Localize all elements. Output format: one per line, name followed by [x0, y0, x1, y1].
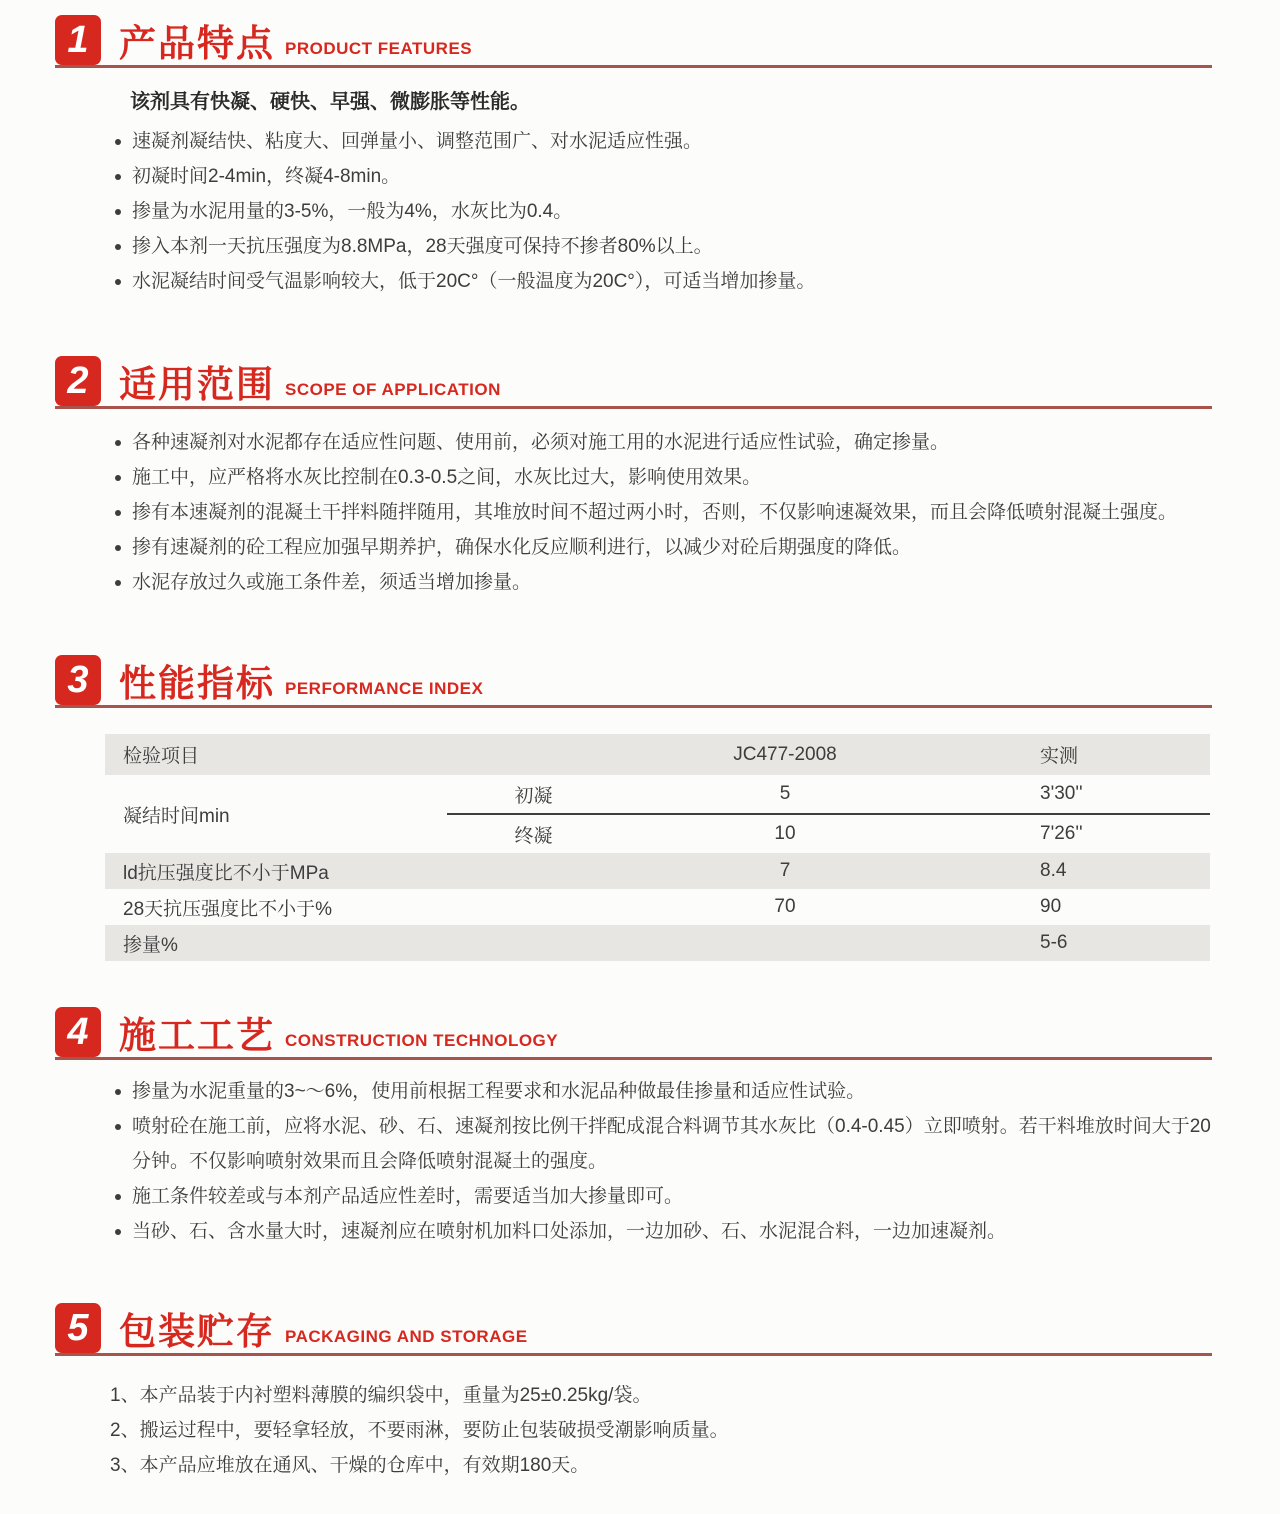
- bullet-item: 施工中，应严格将水灰比控制在0.3-0.5之间，水灰比过大，影响使用效果。: [112, 460, 1222, 495]
- section-number: 2: [67, 359, 89, 402]
- bullet-item: 掺有速凝剂的砼工程应加强早期养护，确保水化反应顺利进行，以减少对砼后期强度的降低。: [112, 530, 1222, 565]
- section-3-header: [55, 655, 1212, 708]
- table-cell-initial-set-standard: 5: [779, 783, 791, 804]
- table-cell-1d-standard: 7: [779, 860, 791, 881]
- bullet-item: 掺入本剂一天抗压强度为8.8MPa，28天强度可保持不掺者80%以上。: [112, 229, 1222, 264]
- table-header-row: [105, 734, 1210, 775]
- section-3-subtitle-en: PERFORMANCE INDEX: [285, 679, 484, 698]
- table-cell-dosage-standard: [620, 925, 950, 961]
- table-row-dosage: [105, 925, 1210, 961]
- table-row-28d-strength: [105, 889, 1210, 925]
- bullet-item: 掺有本速凝剂的混凝土干拌料随拌随用，其堆放时间不超过两小时，否则，不仅影响速凝效果，而且会降低喷射混凝土强度。: [112, 495, 1222, 530]
- section-2-title: 适用范围: [119, 364, 275, 405]
- bullet-item: 施工条件较差或与本剂产品适应性差时，需要适当加大掺量即可。: [112, 1179, 1222, 1214]
- bullet-item: 水泥凝结时间受气温影响较大，低于20C°（一般温度为20C°），可适当增加掺量。: [112, 264, 1222, 299]
- bullet-item: 各种速凝剂对水泥都存在适应性问题、使用前，必须对施工用的水泥进行适应性试验，确定掺量。: [112, 425, 1222, 460]
- table-cell-final-set-label: 终凝: [447, 814, 620, 853]
- bullet-item: 掺量为水泥用量的3-5%，一般为4%，水灰比为0.4。: [112, 194, 1222, 229]
- section-2-bullet-list: [112, 425, 1222, 600]
- section-4-bullet-list: [112, 1074, 1222, 1249]
- section-number: 4: [67, 1010, 89, 1053]
- section-4-subtitle-en: CONSTRUCTION TECHNOLOGY: [285, 1031, 559, 1050]
- table-cell-28d-measured: 90: [1040, 896, 1062, 917]
- table-cell-1d-label: ld抗压强度比不小于MPa: [123, 862, 329, 884]
- section-1-number-badge: [55, 15, 101, 65]
- section-2-number-badge: [55, 356, 101, 406]
- table-header-spacer: [447, 734, 620, 775]
- table-cell-initial-set-label: 初凝: [514, 785, 553, 807]
- table-cell-dosage-label: 掺量%: [123, 934, 178, 956]
- table-cell-final-set-standard: 10: [620, 814, 950, 853]
- numbered-item: 1、本产品装于内衬塑料薄膜的编织袋中，重量为25±0.25kg/袋。: [110, 1385, 652, 1406]
- section-5-subtitle-en: PACKAGING AND STORAGE: [285, 1327, 528, 1346]
- section-1-header: [55, 15, 1212, 68]
- numbered-item: 2、搬运过程中，要轻拿轻放，不要雨淋，要防止包装破损受潮影响质量。: [110, 1420, 729, 1441]
- section-2-subtitle-en: SCOPE OF APPLICATION: [285, 380, 501, 399]
- performance-index-table: [105, 734, 1210, 961]
- section-1-bullet-list: [112, 124, 1222, 299]
- table-cell-28d-label: 28天抗压强度比不小于%: [123, 898, 333, 920]
- section-3-title: 性能指标: [119, 663, 275, 704]
- table-header-measured: 实测: [1040, 746, 1079, 767]
- numbered-item: 3、本产品应堆放在通风、干燥的仓库中，有效期180天。: [110, 1455, 590, 1476]
- bullet-item: 掺量为水泥重量的3~～6%，使用前根据工程要求和水泥品种做最佳掺量和适应性试验。: [112, 1074, 1222, 1109]
- bullet-item: 水泥存放过久或施工条件差，须适当增加掺量。: [112, 565, 1222, 600]
- table-cell-setting-time-label: 凝结时间min: [123, 805, 230, 827]
- section-4-number-badge: [55, 1007, 101, 1057]
- table-cell-dosage-measured: 5-6: [1040, 932, 1068, 953]
- section-1-lead-line: 该剂具有快凝、硬快、早强、微膨胀等性能。: [130, 91, 530, 113]
- section-3-number-badge: [55, 655, 101, 705]
- table-row-1d-strength: [105, 853, 1210, 889]
- section-2-header: [55, 356, 1212, 409]
- table-row-initial-set: [105, 775, 1210, 814]
- section-5-numbered-list: [110, 1378, 1222, 1483]
- table-cell-initial-set-measured: 3'30'': [1040, 783, 1083, 804]
- table-header-standard: JC477-2008: [733, 743, 837, 765]
- table-cell-28d-standard: 70: [774, 896, 796, 917]
- table-header-item: 检验项目: [123, 746, 200, 767]
- section-number: 5: [67, 1306, 89, 1349]
- bullet-item: 速凝剂凝结快、粘度大、回弹量小、调整范围广、对水泥适应性强。: [112, 124, 1222, 159]
- section-5-header: [55, 1303, 1212, 1356]
- section-number: 3: [67, 658, 89, 701]
- table-cell-final-set-measured: 7'26'': [950, 814, 1210, 853]
- section-5-number-badge: [55, 1303, 101, 1353]
- section-number: 1: [67, 18, 89, 61]
- section-5-title: 包装贮存: [119, 1311, 275, 1352]
- section-4-title: 施工工艺: [119, 1015, 275, 1056]
- bullet-item: 喷射砼在施工前，应将水泥、砂、石、速凝剂按比例干拌配成混合料调节其水灰比（0.4-0.45）立即喷射。若干料堆放时间大于20分钟。不仅影响喷射效果而且会降低喷射混凝土的强度。: [112, 1109, 1222, 1179]
- section-1-title: 产品特点: [119, 23, 275, 64]
- section-4-header: [55, 1007, 1212, 1060]
- bullet-item: 当砂、石、含水量大时，速凝剂应在喷射机加料口处添加，一边加砂、石、水泥混合料，一边加速凝剂。: [112, 1214, 1222, 1249]
- bullet-item: 初凝时间2-4min，终凝4-8min。: [112, 159, 1222, 194]
- section-1-subtitle-en: PRODUCT FEATURES: [285, 39, 473, 58]
- table-cell-1d-measured: 8.4: [1040, 860, 1067, 881]
